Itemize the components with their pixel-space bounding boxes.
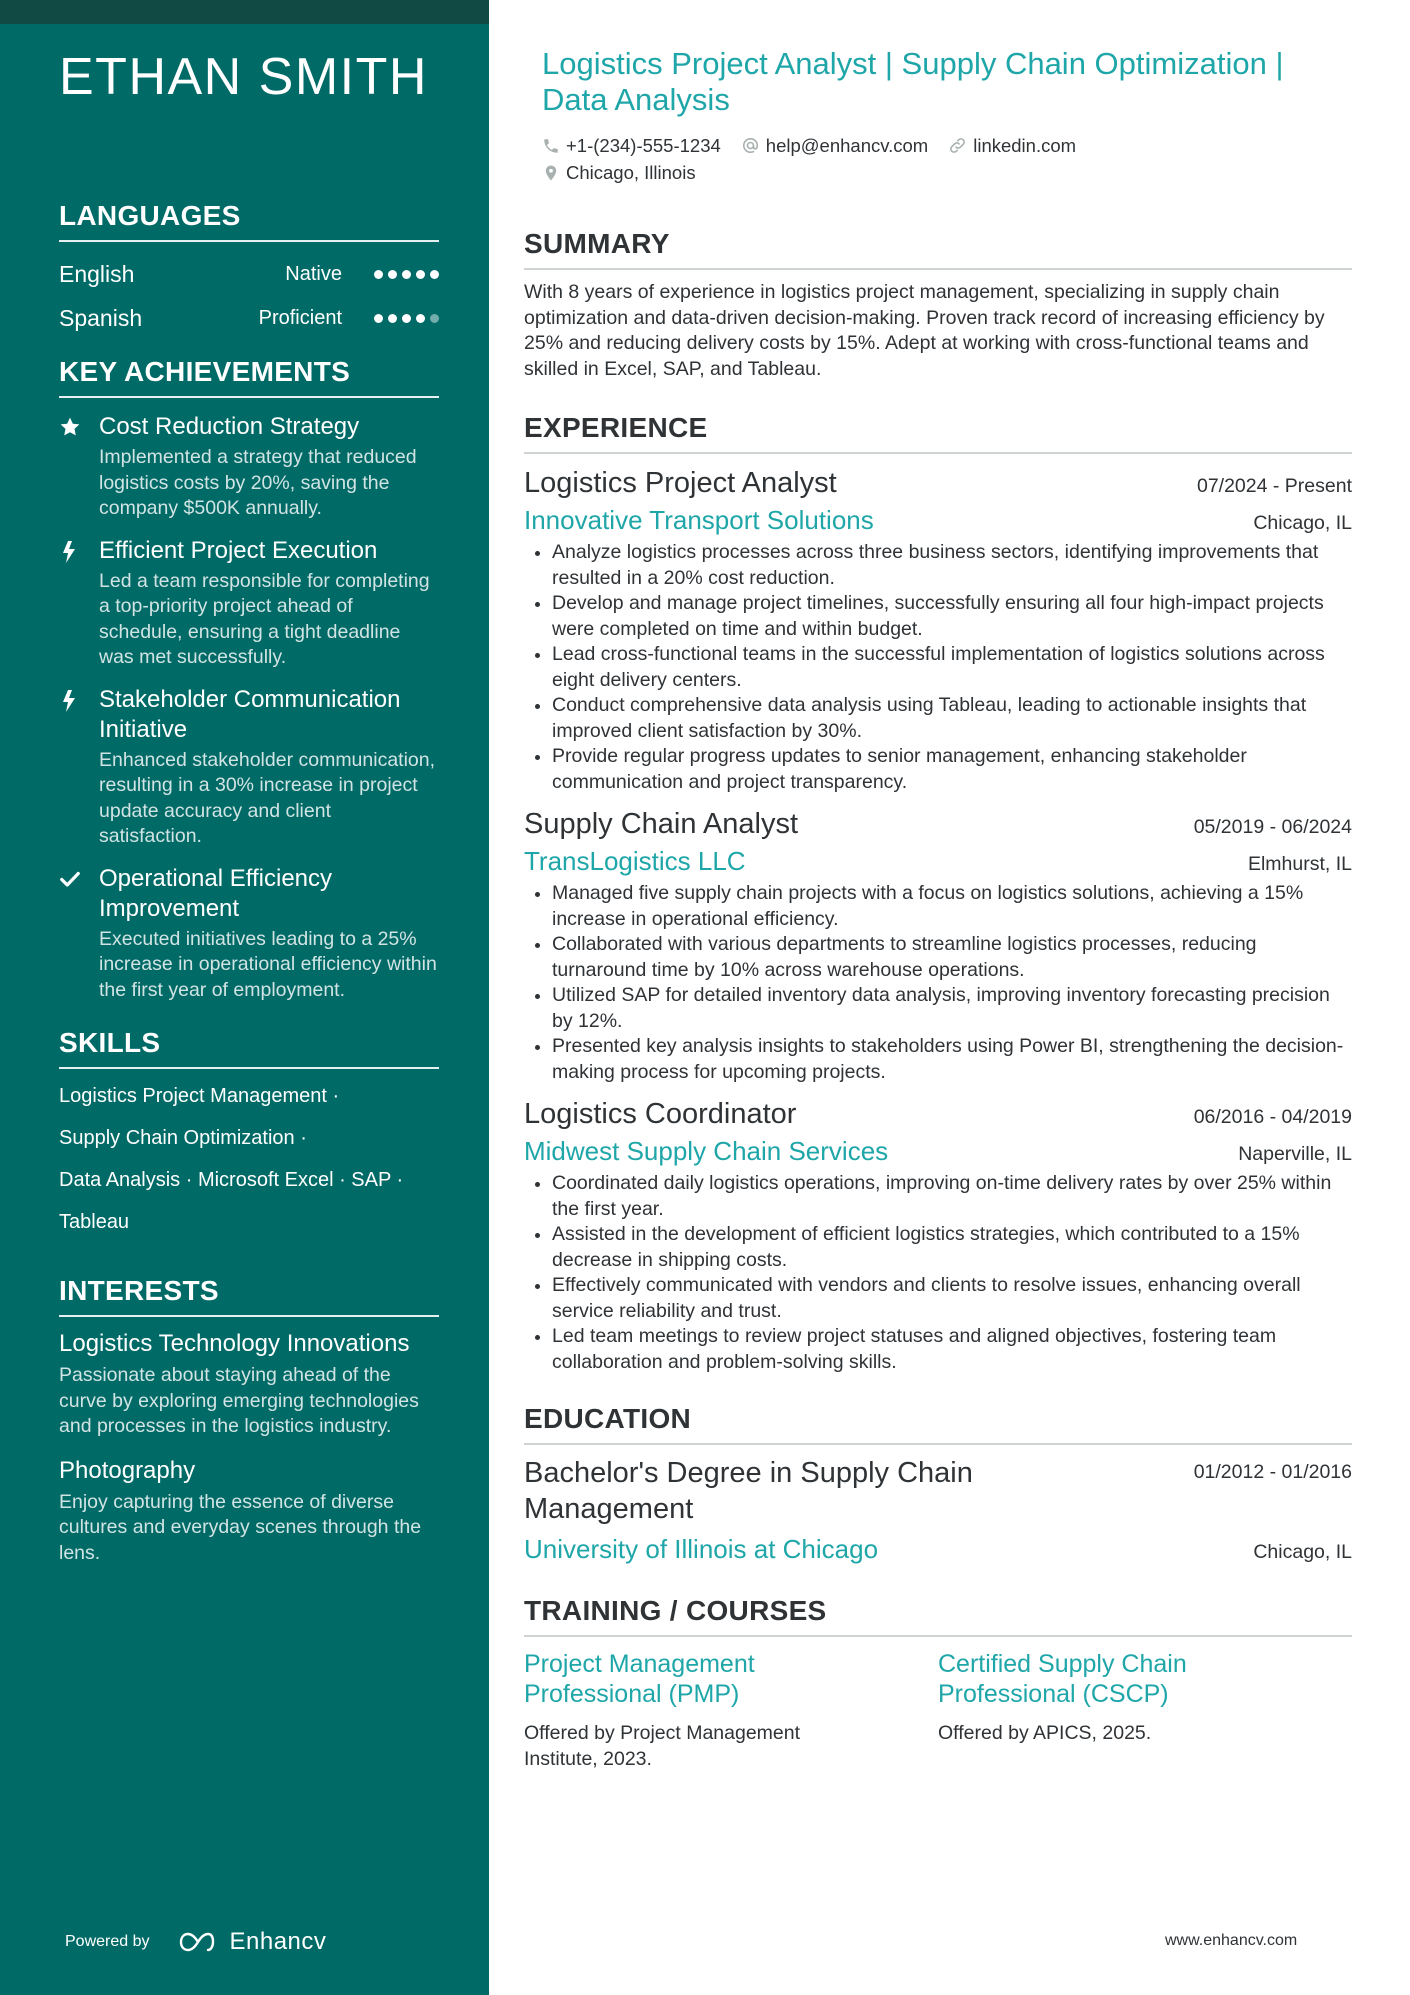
- skills-list: [59, 1075, 439, 1243]
- enhancv-logo[interactable]: [178, 1928, 327, 1956]
- rating-dot: [374, 314, 383, 323]
- job-dates: 07/2024 - Present: [1196, 475, 1352, 497]
- email-contact[interactable]: [741, 135, 928, 157]
- achievement-item: [59, 864, 439, 1004]
- language-item: [59, 296, 439, 340]
- phone-contact[interactable]: [542, 135, 721, 157]
- job-dates: 05/2019 - 06/2024: [1193, 816, 1352, 838]
- job-bullets: [524, 540, 1352, 795]
- link-icon: [948, 136, 967, 155]
- summary-heading: SUMMARY: [524, 226, 1352, 270]
- achievement-title: Cost Reduction Strategy: [99, 413, 360, 440]
- achievement-description: Led a team responsible for completing a top-priority project ahead of schedule, ensuring a tight deadline was met successfully.: [99, 569, 430, 668]
- language-name: Spanish: [59, 304, 143, 331]
- course-item: [524, 1649, 938, 1772]
- contact-info: [542, 132, 1352, 186]
- achievement-item: [59, 685, 439, 850]
- candidate-name: ETHAN SMITH: [59, 48, 428, 106]
- language-level: Proficient: [258, 306, 342, 329]
- job-location: Chicago, IL: [1253, 512, 1352, 534]
- summary-text: With 8 years of experience in logistics project management, specializing in supply chain optimization and data-driven decision-making. Proven track record of increasing efficiency by 25% and reducing delivery costs by 15%. Adept at working with cross-functional teams and skilled in Excel, SAP, and Tableau.: [524, 281, 1325, 380]
- course-description: Offered by Project Management Institute, 2023.: [524, 1722, 801, 1770]
- enhancv-brand: Enhancv: [229, 1928, 327, 1955]
- education-dates: 01/2012 - 01/2016: [1193, 1461, 1352, 1483]
- language-item: [59, 252, 439, 296]
- skills-line: Data Analysis · Microsoft Excel · SAP ·: [59, 1169, 404, 1191]
- sidebar: [0, 0, 489, 1995]
- degree-title: Bachelor's Degree in Supply Chain Management: [524, 1457, 973, 1525]
- skills-section: [59, 1025, 439, 1243]
- checkmark-icon: [59, 864, 99, 1004]
- job-entry: [524, 464, 1352, 795]
- rating-dot: [430, 270, 439, 279]
- location-pin-icon: [542, 163, 560, 183]
- interest-description: Enjoy capturing the essence of diverse cultures and everyday scenes through the lens.: [59, 1490, 422, 1564]
- job-title: Supply Chain Analyst: [524, 808, 799, 840]
- achievement-description: Implemented a strategy that reduced logistics costs by 20%, saving the company $500K annually.: [99, 446, 417, 519]
- job-entry: [524, 805, 1352, 1085]
- achievement-item: [59, 412, 439, 522]
- course-item: [938, 1649, 1352, 1772]
- course-title: Project Management Professional (PMP): [524, 1650, 755, 1708]
- skills-heading: SKILLS: [59, 1025, 439, 1069]
- location-text: Chicago, Illinois: [566, 161, 696, 183]
- lightning-icon: [59, 536, 99, 671]
- training-heading: TRAINING / COURSES: [524, 1593, 1352, 1637]
- company-name: Innovative Transport Solutions: [524, 505, 874, 535]
- job-bullet: Coordinated daily logistics operations, improving on-time delivery rates by over 25% within the first year.: [524, 1171, 1352, 1222]
- phone-icon: [542, 137, 560, 155]
- job-bullet: Collaborated with various departments to streamline logistics processes, reducing turnaround time by 10% across warehouse operations.: [524, 932, 1352, 983]
- job-bullet: Assisted in the development of efficient logistics strategies, which contributed to a 15% decrease in shipping costs.: [524, 1222, 1352, 1273]
- interest-title: Logistics Technology Innovations: [59, 1330, 410, 1357]
- language-rating: [374, 270, 439, 279]
- languages-heading: LANGUAGES: [59, 198, 439, 242]
- achievement-description: Enhanced stakeholder communication, resulting in a 30% increase in project update accuracy and client satisfaction.: [99, 748, 436, 847]
- footer-website-link[interactable]: www.enhancv.com: [1165, 1932, 1298, 1949]
- skills-line: Supply Chain Optimization ·: [59, 1127, 307, 1149]
- school-name: University of Illinois at Chicago: [524, 1534, 879, 1564]
- language-level: Native: [285, 262, 342, 285]
- job-dates: 06/2016 - 04/2019: [1193, 1106, 1352, 1128]
- powered-by: [65, 1928, 326, 1956]
- rating-dot: [416, 270, 425, 279]
- lightning-icon: [59, 685, 99, 850]
- at-icon: [741, 136, 760, 155]
- job-title: Logistics Project Analyst: [524, 467, 837, 499]
- job-location: Naperville, IL: [1238, 1143, 1352, 1165]
- summary-section: [524, 226, 1352, 382]
- rating-dot: [416, 314, 425, 323]
- interest-description: Passionate about staying ahead of the curve by exploring emerging technologies and processes in the logistics industry.: [59, 1364, 419, 1437]
- job-bullet: Analyze logistics processes across three business sectors, identifying improvements that resulted in a 20% cost reduction.: [524, 540, 1352, 591]
- job-bullet: Provide regular progress updates to senior management, enhancing stakeholder communication and project transparency.: [524, 744, 1352, 795]
- link-contact[interactable]: [948, 135, 1076, 157]
- achievement-title: Stakeholder Communication Initiative: [99, 685, 401, 743]
- course-description: Offered by APICS, 2025.: [938, 1722, 1152, 1744]
- powered-by-label: Powered by: [65, 1933, 150, 1950]
- interest-item: [59, 1329, 439, 1440]
- job-bullets: [524, 1171, 1352, 1375]
- job-bullet: Effectively communicated with vendors and clients to resolve issues, enhancing overall service reliability and trust.: [524, 1273, 1352, 1324]
- rating-dot: [388, 270, 397, 279]
- job-bullet: Led team meetings to review project statuses and aligned objectives, fostering team collaboration and problem-solving skills.: [524, 1324, 1352, 1375]
- interest-item: [59, 1456, 439, 1567]
- achievement-description: Executed initiatives leading to a 25% increase in operational efficiency within the first year of employment.: [99, 927, 437, 1001]
- achievement-title: Operational Efficiency Improvement: [99, 864, 333, 922]
- job-location: Elmhurst, IL: [1247, 853, 1352, 875]
- rating-dot: [402, 270, 411, 279]
- skills-line: Tableau: [59, 1211, 130, 1233]
- rating-dot: [388, 314, 397, 323]
- job-bullet: Develop and manage project timelines, successfully ensuring all four high-impact projects were completed on time and within budget.: [524, 591, 1352, 642]
- interests-heading: INTERESTS: [59, 1273, 439, 1317]
- company-name: TransLogistics LLC: [524, 846, 746, 876]
- achievement-title: Efficient Project Execution: [99, 536, 378, 564]
- job-bullet: Lead cross-functional teams in the successful implementation of logistics solutions across eight delivery centers.: [524, 642, 1352, 693]
- achievements-section: [59, 354, 439, 1003]
- main-content: [524, 46, 1352, 1772]
- training-section: [524, 1593, 1352, 1772]
- star-icon: [59, 412, 99, 522]
- job-bullets: [524, 881, 1352, 1085]
- job-entry: [524, 1095, 1352, 1375]
- skills-line: Logistics Project Management ·: [59, 1085, 340, 1107]
- experience-heading: EXPERIENCE: [524, 410, 1352, 454]
- job-bullet: Managed five supply chain projects with a focus on logistics solutions, achieving a 15% increase in operational efficiency.: [524, 881, 1352, 932]
- interests-section: [59, 1273, 439, 1566]
- job-title: Logistics Coordinator: [524, 1098, 797, 1130]
- email-text: help@enhancv.com: [765, 134, 929, 156]
- school-location: Chicago, IL: [1253, 1541, 1352, 1563]
- languages-section: [59, 198, 439, 340]
- sidebar-top-bar: [0, 0, 489, 24]
- education-heading: EDUCATION: [524, 1401, 1352, 1445]
- job-bullet: Utilized SAP for detailed inventory data analysis, improving inventory forecasting precision by 12%.: [524, 983, 1352, 1034]
- job-bullet: Presented key analysis insights to stakeholders using Power BI, strengthening the decision-making process for upcoming projects.: [524, 1034, 1352, 1085]
- interest-title: Photography: [59, 1456, 196, 1484]
- achievement-item: [59, 536, 439, 671]
- course-title: Certified Supply Chain Professional (CSCP): [938, 1650, 1187, 1708]
- phone-text: +1-(234)-555-1234: [566, 134, 721, 156]
- company-name: Midwest Supply Chain Services: [524, 1136, 889, 1166]
- job-bullet: Conduct comprehensive data analysis using Tableau, leading to actionable insights that improved client satisfaction by 30%.: [524, 693, 1352, 744]
- rating-dot: [374, 270, 383, 279]
- experience-section: [524, 410, 1352, 1375]
- language-name: English: [59, 260, 135, 287]
- achievements-heading: KEY ACHIEVEMENTS: [59, 354, 439, 398]
- rating-dot: [402, 314, 411, 323]
- education-section: [524, 1401, 1352, 1567]
- location-contact: [542, 162, 696, 184]
- link-text: linkedin.com: [973, 134, 1077, 156]
- enhancv-logo-icon: [178, 1931, 222, 1953]
- language-rating: [374, 314, 439, 323]
- headline: Logistics Project Analyst | Supply Chain Optimization | Data Analysis: [542, 46, 1284, 117]
- rating-dot: [430, 314, 439, 323]
